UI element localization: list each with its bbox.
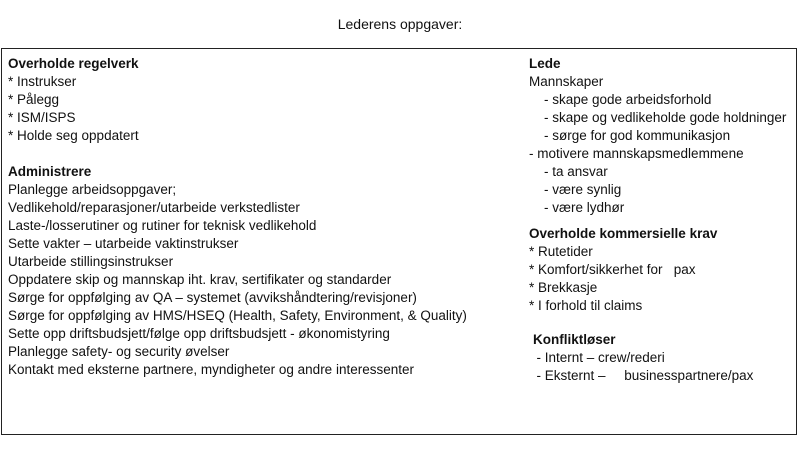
- list-item: * Pålegg: [8, 92, 60, 107]
- list-item: - sørge for god kommunikasjon: [529, 128, 731, 143]
- list-item: Sørge for oppfølging av QA – systemet (avvikshåndtering/revisjoner): [8, 290, 417, 305]
- list-item: Utarbeide stillingsinstrukser: [8, 254, 174, 269]
- content-frame: [1, 48, 797, 435]
- list-item: Planlegge safety- og security øvelser: [8, 344, 230, 359]
- list-item: - Internt – crew/rederi: [529, 350, 665, 365]
- section-heading-administrere: Administrere: [8, 164, 92, 179]
- list-item: * Komfort/sikkerhet for pax: [529, 262, 696, 277]
- list-item: Sette opp driftsbudsjett/følge opp driftsbudsjett - økonomistyring: [8, 326, 390, 341]
- list-item: - Eksternt – businesspartnere/pax: [529, 368, 754, 383]
- section-heading-lede: Lede: [529, 56, 561, 71]
- page-title: Lederens oppgaver:: [337, 16, 463, 32]
- left-column: [8, 55, 508, 379]
- right-column: [529, 55, 795, 385]
- list-item: Sette vakter – utarbeide vaktinstrukser: [8, 236, 239, 251]
- list-item: Oppdatere skip og mannskap iht. krav, sertifikater og standarder: [8, 272, 392, 287]
- list-item: Planlegge arbeidsoppgaver;: [8, 182, 177, 197]
- list-item: * Rutetider: [529, 244, 593, 259]
- list-item: Kontakt med eksterne partnere, myndigheter og andre interessenter: [8, 362, 414, 377]
- list-item: Sørge for oppfølging av HMS/HSEQ (Health, Safety, Environment, & Quality): [8, 308, 467, 323]
- list-item: - være synlig: [529, 182, 622, 197]
- list-item: Laste-/losserutiner og rutiner for teknisk vedlikehold: [8, 218, 317, 233]
- list-item: * ISM/ISPS: [8, 110, 76, 125]
- list-item: - skape og vedlikeholde gode holdninger: [529, 110, 787, 125]
- list-item: Mannskaper: [529, 74, 604, 89]
- list-item: * I forhold til claims: [529, 298, 643, 313]
- list-item: * Brekkasje: [529, 280, 598, 295]
- section-heading-kommersiell: Overholde kommersielle krav: [529, 226, 718, 241]
- list-item: - skape gode arbeidsforhold: [529, 92, 712, 107]
- list-item: - ta ansvar: [529, 164, 608, 179]
- list-item: * Instrukser: [8, 74, 77, 89]
- section-heading-regelverk: Overholde regelverk: [8, 56, 139, 71]
- section-heading-konflikt: Konfliktløser: [533, 332, 616, 347]
- list-item: - motivere mannskapsmedlemmene: [529, 146, 744, 161]
- list-item: * Holde seg oppdatert: [8, 128, 139, 143]
- list-item: - være lydhør: [529, 200, 625, 215]
- list-item: Vedlikehold/reparasjoner/utarbeide verkstedlister: [8, 200, 300, 215]
